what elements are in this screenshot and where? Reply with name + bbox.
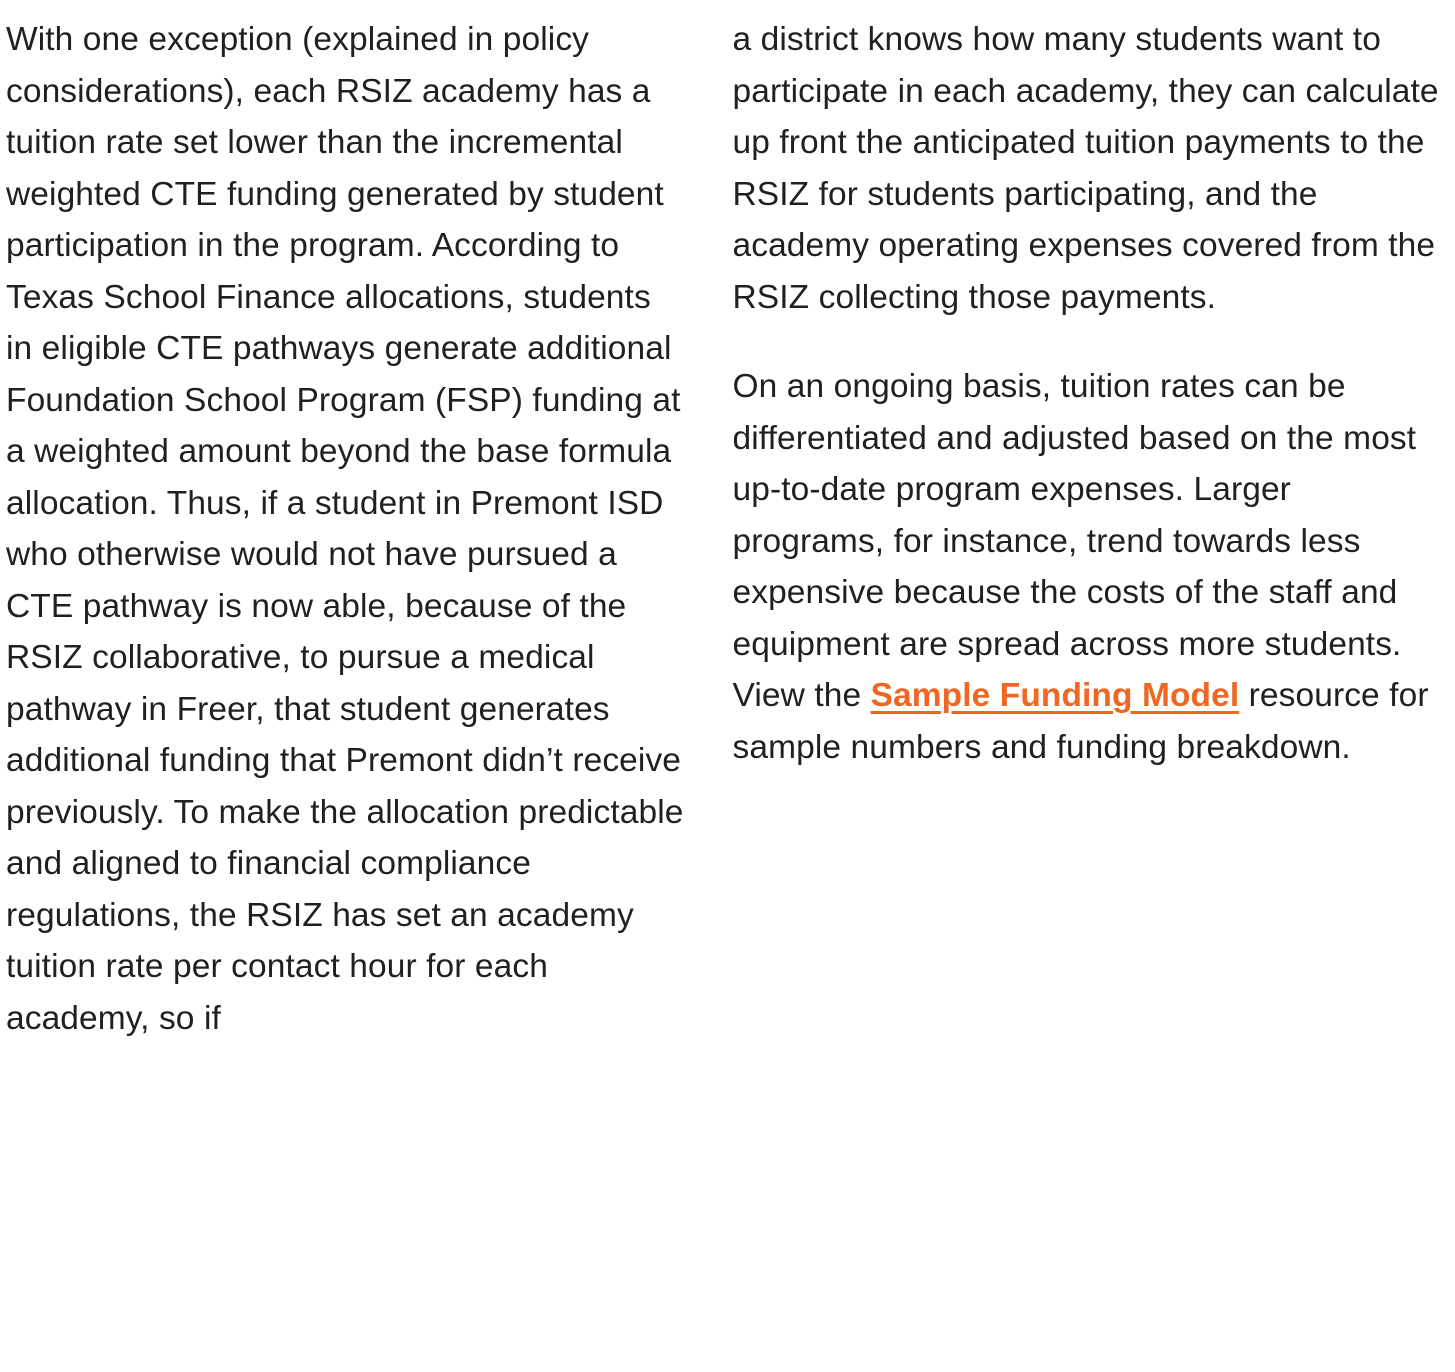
right-column-paragraph-1: a district knows how many students want to participate in each academy, they can calculate up front the anticipated tuition payments to the RSIZ for students participating, and the academy operating expenses covered from the RSIZ collecting those payments. — [732, 21, 1439, 316]
left-column-paragraph-1: With one exception (explained in policy considerations), each RSIZ academy has a tuition rate set lower than the incremental weighted CTE funding generated by student participation in the program. According to Texas School Finance allocations, students in eligible CTE pathways generate additional Foundation School Program (FSP) funding at a weighted amount beyond the base formula allocation. Thus, if a student in Premont ISD who otherwise would not have pursued a CTE pathway is now able, because of the RSIZ collaborative, to pursue a medical pathway in Freer, that student generates additional funding that Premont didn’t receive previously. To make the allocation predictable and aligned to financial compliance regulations, the RSIZ has set an academy tuition rate per contact hour for each academy, so if — [6, 21, 684, 1037]
sample-funding-model-link[interactable]: Sample Funding Model — [870, 677, 1240, 714]
paragraph-2-text-after-link: resource for sample numbers and funding breakdown. — [732, 677, 1429, 766]
right-column — [728, 14, 1450, 773]
paragraph-2-text-before-link: On an ongoing basis, tuition rates can be differentiated and adjusted based on the most up-to-date program expenses. Larger programs, for instance, trend towards less expensive because the costs of the staff and equipment are spread across more students. View the — [732, 368, 1417, 714]
left-column — [6, 14, 728, 1044]
right-column-paragraph-2 — [733, 361, 1450, 773]
